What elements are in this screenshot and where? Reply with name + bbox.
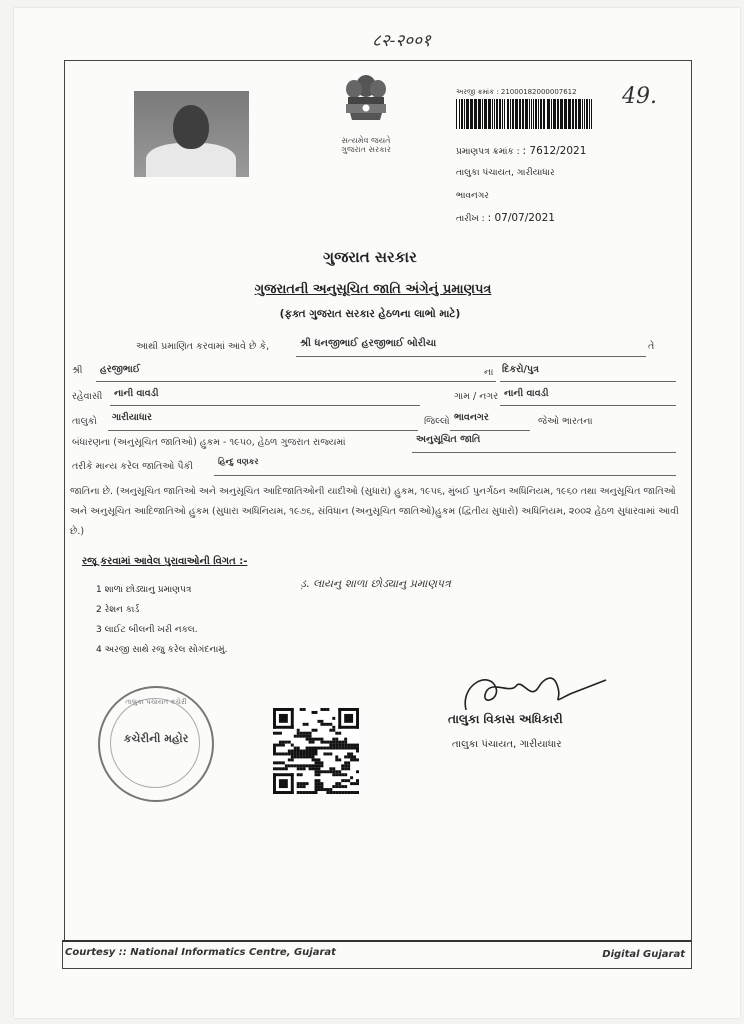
certificate-title: ગુજરાતની અનુસૂચિત જાતિ અંગેનું પ્રમાણપત્ર	[254, 282, 492, 297]
issuing-office: તાલુકા પંચાયત, ગારીયાધાર	[456, 168, 555, 178]
listed-label: તરીકે માન્ય કરેલ જાતિઓ પૈકી	[72, 461, 193, 472]
emblem-motto: સત્યમેવ જયતે	[341, 136, 391, 145]
certificate-number: : 7612/2021	[522, 145, 587, 157]
shri-label: શ્રી	[72, 365, 83, 376]
village: નાની વાવડી	[504, 388, 549, 399]
document-item: 2 રેશન કાર્ડ	[96, 605, 140, 615]
certificate-subtitle: (ફક્ત ગુજરાત સરકાર હેઠળના લાભો માટે)	[279, 308, 461, 320]
documents-heading: રજૂ કરવામાં આવેલ પુરાવાઓની વિગત :-	[82, 556, 248, 567]
district-label: જિલ્લો	[424, 416, 450, 427]
document-item: 3 લાઈટ બીલની ખરી નકલ.	[96, 625, 198, 635]
government-heading: ગુજરાત સરકાર	[323, 248, 417, 266]
issuing-district: ભાવનગર	[456, 191, 489, 201]
caste: હિન્દુ વણકર	[218, 457, 259, 466]
footer-bar	[62, 940, 692, 969]
seal-center-text: કચેરીની મહોર	[123, 732, 189, 745]
signatory-title: તાલુકા વિકાસ અધિકારી	[448, 712, 563, 726]
page-number-handwritten: 49.	[622, 84, 657, 109]
legal-paragraph: જાતિના છે. (અનુસૂચિત જાતિઓ અને અનુસૂચિત આદિજાતિઓની યાદીઓ (સુધારા) હુકમ, ૧૯૫૬, મુંબઈ પુનર્ગઠન અધિનિયમ, ૧૯૬૦ તથા અનુસૂચિત જાતિઓ અને અનુસૂચિત આદિજાતિઓ હુકમ (સુધારા અધિનિયમ, ૧૯૭૬, સંવિધાન (અનુસૂચિત જાતિઓ)હુકમ (દ્વિતીય સુધારો) અધિનિયમ, ૨૦૦૨ હેઠળ સુધારવામાં આવી છે.)	[70, 486, 679, 537]
applicant-name: શ્રી ધનજીભાઈ હરજીભાઈ બોરીચા	[300, 338, 437, 349]
qr-code-icon	[273, 708, 359, 794]
document-item: 1 શાળા છોડ્યાનુ પ્રમાણપત્ર	[96, 585, 192, 595]
jeo-text: જેઓ ભારતના	[538, 416, 593, 427]
document-item: 4 અરજી સાથે રજુ કરેલ સોગંદનામું.	[96, 645, 228, 655]
caste-group: અનુસૂચિત જાતિ	[416, 434, 481, 445]
father-name: હરજીભાઈ	[100, 364, 141, 375]
footer-brand: Digital Gujarat	[602, 949, 685, 960]
handwritten-note: ડ઼. લાયનુ શાળા છોડ્યાનુ પ્રમાણપત્ર	[300, 577, 451, 590]
applicant-photo	[134, 91, 249, 177]
intro-text: આથી પ્રમાણિત કરવામાં આવે છે કે,	[136, 341, 270, 352]
constitution-text: બંધારણના (અનુસૂચિત જાતિઓ) હુકમ - ૧૯૫૦, હેઠળ ગુજરાત રાજ્યમાં	[72, 437, 346, 448]
village-label: ગામ / નગર	[454, 391, 499, 402]
taluka: ગારીયાધાર	[112, 412, 152, 423]
national-emblem-icon	[336, 70, 396, 136]
relation: દિકરો/પુત્ર	[502, 364, 539, 375]
office-seal	[98, 686, 214, 802]
taluka-label: તાલુકો	[72, 416, 97, 427]
certificate-number-label: પ્રમાણપત્ર ક્રમાંક :	[456, 147, 520, 157]
emblem-label: ગુજરાત સરકાર	[341, 145, 391, 154]
certificate-date: : 07/07/2021	[487, 212, 555, 224]
date-label: તારીખ :	[456, 214, 485, 224]
top-handwritten-number: ८२-२००१	[372, 31, 431, 51]
footer-courtesy: Courtesy :: National Informatics Centre, Gujarat	[65, 947, 336, 958]
application-number: અરજી ક્રમાંક : 21000182000007612	[456, 88, 577, 96]
district: ભાવનગર	[454, 412, 489, 423]
resident: નાની વાવડી	[114, 388, 159, 399]
signatory-office: તાલુકા પંચાયત, ગારીયાધાર	[452, 739, 562, 750]
barcode-icon	[456, 99, 592, 129]
seal-ring-text: તાલુકા પંચાયત કચેરી	[125, 698, 187, 706]
te-text: તે	[648, 341, 655, 352]
na-label: ના	[484, 367, 494, 378]
documents-list	[96, 580, 228, 660]
resident-label: રહેવાસી	[72, 391, 103, 402]
